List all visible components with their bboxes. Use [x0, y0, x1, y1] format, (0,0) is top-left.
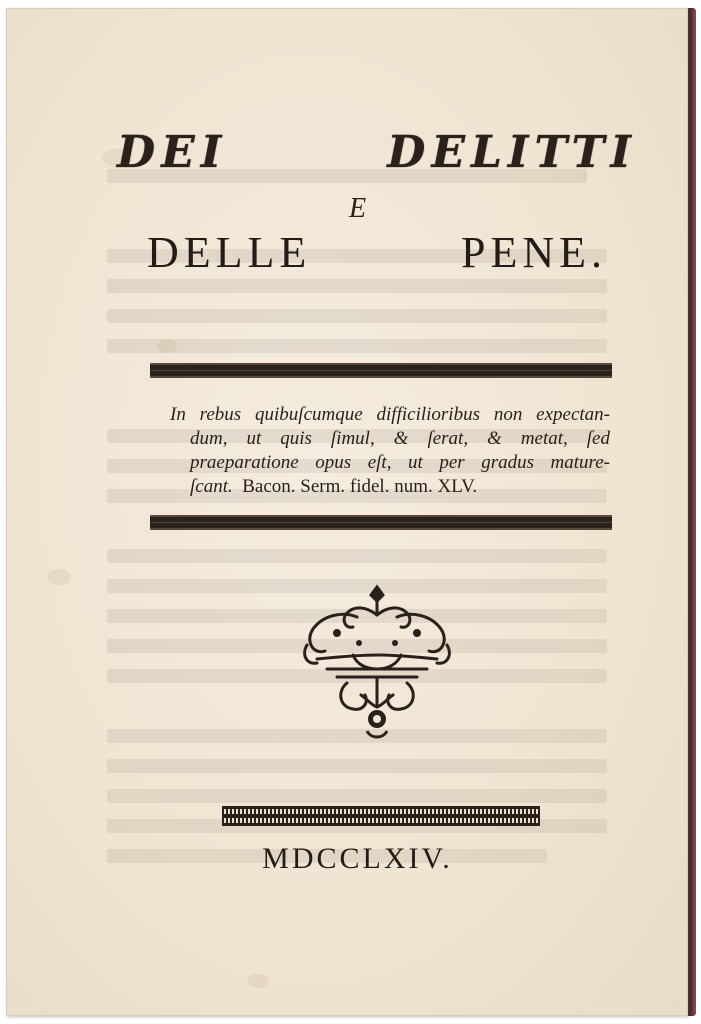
title-page	[6, 8, 688, 1016]
epigraph-line-3: praeparatione opus eſt, ut per gradus mature-	[190, 452, 610, 473]
foxing-spot	[47, 569, 71, 585]
typographic-border-strip	[222, 806, 540, 826]
lower-rule	[150, 515, 612, 530]
upper-rule	[150, 363, 612, 378]
foxing-spot	[247, 974, 269, 988]
epigraph-line-1: In rebus quibuſcumque difficilioribus non expectan-	[170, 404, 610, 425]
title-conjunction: E	[348, 193, 367, 224]
imprint-date: MDCCLXIV.	[262, 842, 453, 875]
title-line-2: DELLE PENE.	[147, 228, 607, 277]
floral-vignette-icon	[297, 583, 457, 745]
title-line-1: DEI DELITTI	[117, 127, 637, 178]
epigraph	[170, 403, 610, 499]
book	[6, 8, 696, 1016]
foxing-spot	[157, 339, 177, 353]
epigraph-line-2: dum, ut quis ſimul, & ſerat, & metat, ſed	[190, 428, 610, 449]
epigraph-line-4-italic: ſcant.	[190, 476, 233, 497]
epigraph-citation: Bacon. Serm. fidel. num. XLV.	[242, 476, 478, 497]
epigraph-line-4	[170, 475, 610, 499]
